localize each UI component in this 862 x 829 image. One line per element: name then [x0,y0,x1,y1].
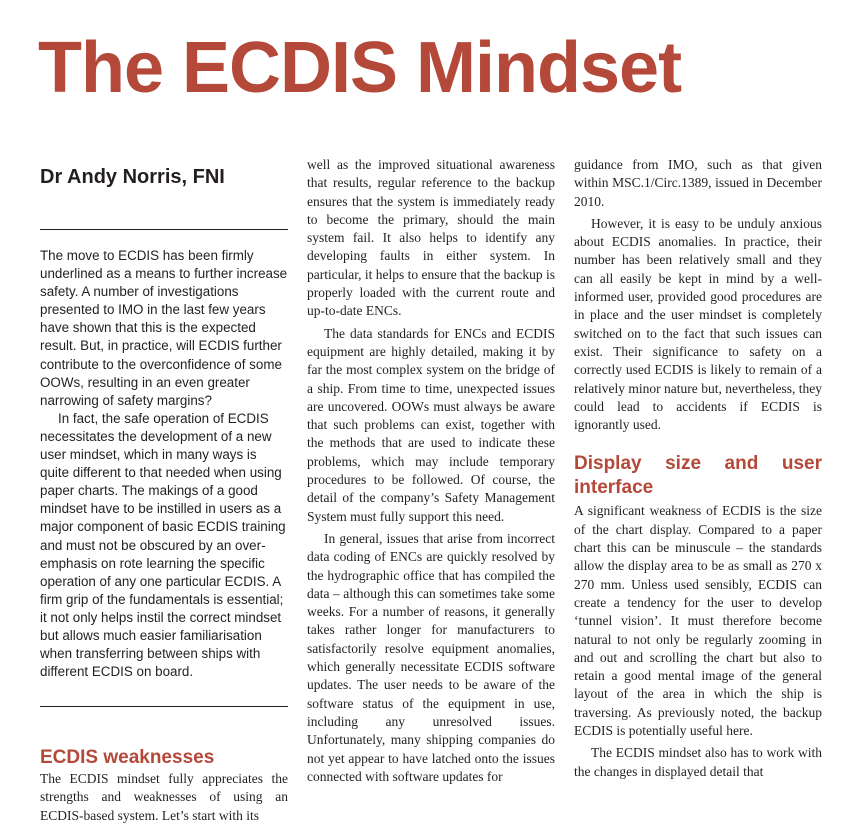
body-paragraph: The ECDIS mindset also has to work with the changes in displayed detail that [574,745,822,779]
divider-top [40,229,288,230]
column-1-body [40,770,288,825]
body-paragraph: The data standards for ENCs and ECDIS equipment are highly detailed, making it by far the most complex system on the bridge of a ship. From time to time, unexpected issues are uncovered. OOWs must always be aware that such problems can exist, together with the methods that are used to indicate these problems, which may include temporary procedures to be followed. Of course, the detail of the company’s Safety Management System must fully support this need. [307,325,555,524]
intro-paragraph: In fact, the safe operation of ECDIS necessitates the development of a new user mindset, which in many ways is quite different to that needed when using paper charts. The makings of a good mindset have to be instilled in users as a major component of basic ECDIS training and must not be obscured by an over-emphasis on rote learning the specific operation of any one particular ECDIS. A firm grip of the fundamentals is essential; it not only helps instil the correct mindset but allows much easier familiarisation when transferring between ships with different ECDIS on board. [40,410,286,680]
body-paragraph: guidance from IMO, such as that given within MSC.1/Circ.1389, issued in December 2010. [574,157,822,209]
body-paragraph: However, it is easy to be unduly anxious about ECDIS anomalies. In practice, their number has been relatively small and they can all easily be kept in mind by a well-informed user, provided good procedures are in place and the user mindset is completely switched on to the fact that such issues can exist. Their significance to safety on a correctly used ECDIS is likely to remain of a relatively minor nature but, nevertheless, they could lead to accidents if ECDIS is ignorantly used. [574,215,822,433]
section-heading-weaknesses: ECDIS weaknesses [40,747,215,768]
body-paragraph: A significant weakness of ECDIS is the size of the chart display. Compared to a paper chart this can be minuscule – the standards allow the display area to be as small as 270 x 270 mm. Unless used sensibly, ECDIS can create a tendency for the user to develop ‘tunnel vision’. It must therefore become natural to not only be regularly zooming in and out and scrolling the chart but also to retain a good mental image of the general layout of the area in which the ship is traversing. As previously noted, the backup ECDIS is potentially useful here. [574,503,822,739]
divider-bottom [40,706,288,707]
article-title: The ECDIS Mindset [38,28,682,108]
body-paragraph: In general, issues that arise from incorrect data coding of ENCs are quickly resolved by the hydrographic office that has compiled the data – although this can sometimes take some weeks. For a number of reasons, it generally takes rather longer for manufacturers to satisfactorily resolve equipment anomalies, which generally necessitate ECDIS software updates. The user needs to be aware of the software status of the equipment in use, including any unresolved issues. Unfortunately, many shipping companies do not yet appear to have latched onto the issues connected with software updates for [307,530,555,784]
body-paragraph: well as the improved situational awareness that results, regular reference to the backup ensures that the system is immediately ready to become the primary, should the main system fail. It also helps to identify any developing faults in either system. In particular, it helps to ensure that the backup is properly loaded with the current route and up-to-date ENCs. [307,157,556,319]
author-byline: Dr Andy Norris, FNI [40,166,225,188]
column-3-body [574,156,822,781]
intro-paragraph: The move to ECDIS has been firmly underlined as a means to further increase safety. A number of investigations presented to IMO in the last few years have shown that this is the expected result. But, in practice, will ECDIS further contribute to the overconfidence of some OOWs, resulting in an even greater narrowing of safety margins? [40,248,288,408]
body-paragraph: The ECDIS mindset fully appreciates the strengths and weaknesses of using an ECDIS-based system. Let’s start with its [40,771,288,823]
column-2-body [307,156,555,786]
section-heading-display-size: Display size and user interface [574,453,822,499]
intro-text [40,247,288,681]
